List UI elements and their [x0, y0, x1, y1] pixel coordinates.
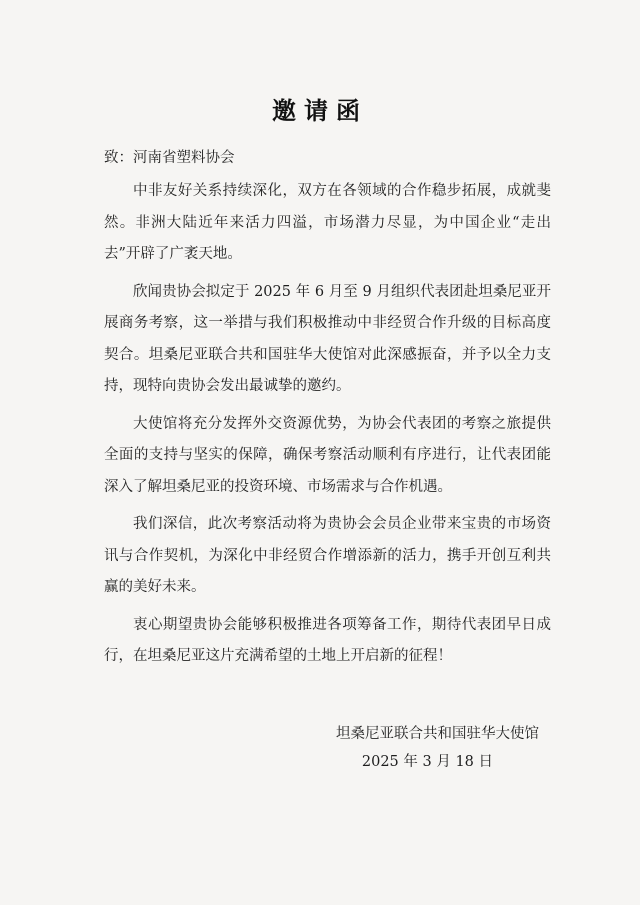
- letter-date: 2025 年 3 月 18 日: [361, 754, 493, 770]
- paragraph-1: 中非友好关系持续深化，双方在各领域的合作稳步拓展，成就斐然。非洲大陆近年来活力四溢，市场潜力尽显，为中国企业“走出去”开辟了广袤天地。: [104, 183, 551, 262]
- paragraph-4: 我们深信，此次考察活动将为贵协会会员企业带来宝贵的市场资讯与合作契机，为深化中非经贸合作增添新的活力，携手开创互利共赢的美好未来。: [104, 516, 551, 595]
- letter-title: 邀请函: [272, 97, 368, 125]
- letter-body: [104, 176, 551, 673]
- paragraph-2: 欣闻贵协会拟定于 2025 年 6 月至 9 月组织代表团赴坦桑尼亚开展商务考察，这一举措与我们积极推动中非经贸合作升级的目标高度契合。坦桑尼亚联合共和国驻华大使馆对此深感振奋，并予以全力支持，现特向贵协会发出最诚挚的邀约。: [104, 283, 551, 394]
- paragraph-3: 大使馆将充分发挥外交资源优势，为协会代表团的考察之旅提供全面的支持与坚实的保障，确保考察活动顺利有序进行，让代表团能深入了解坦桑尼亚的投资环境、市场需求与合作机遇。: [104, 415, 551, 495]
- salutation: 致：河南省塑料协会: [104, 150, 235, 166]
- signer: 坦桑尼亚联合共和国驻华大使馆: [336, 726, 539, 742]
- paragraph-5: 衷心期望贵协会能够积极推进各项筹备工作，期待代表团早日成行，在坦桑尼亚这片充满希望的土地上开启新的征程！: [104, 616, 551, 664]
